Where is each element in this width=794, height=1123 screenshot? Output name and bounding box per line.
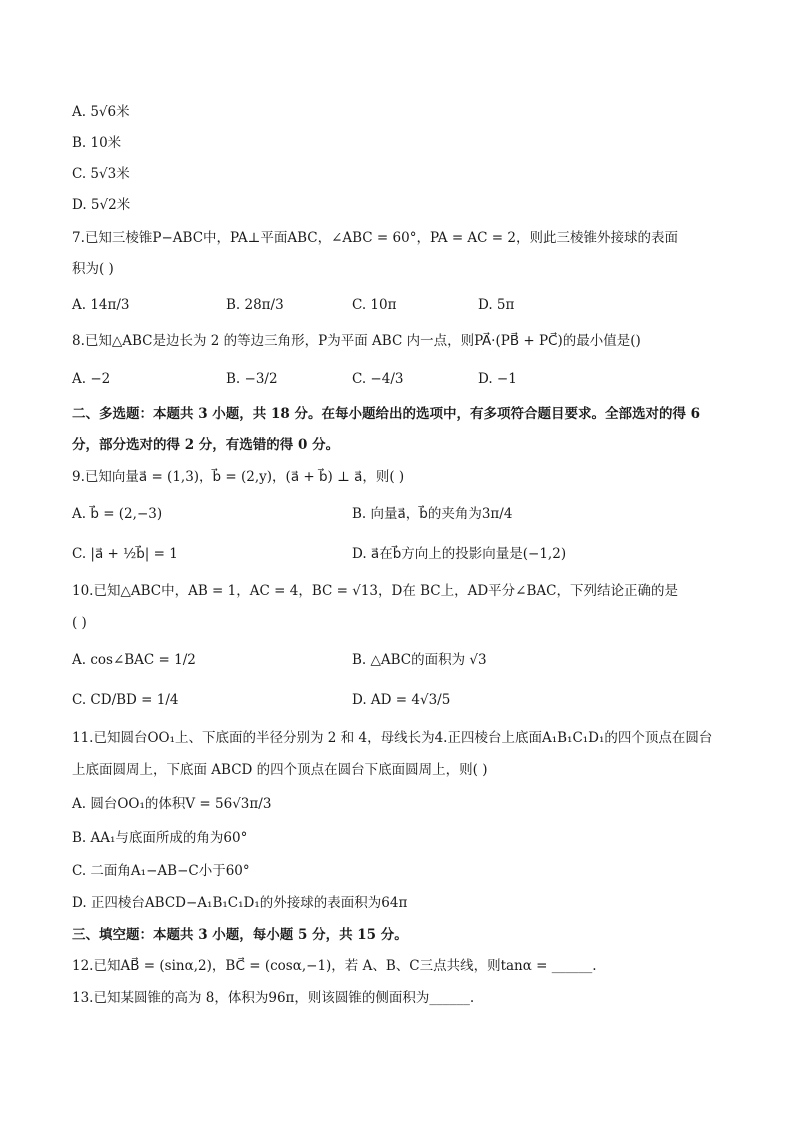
q11-stem-line2: 上底面圆周上，下底面 ABCD 的四个顶点在圆台下底面圆周上，则( ) <box>72 762 488 778</box>
q9-stem: 9.已知向量a⃗ = (1,3)，b⃗ = (2,y)，(a⃗ + b⃗) ⊥ a⃗，则( ) <box>72 469 405 485</box>
q8-stem: 8.已知△ABC是边长为 2 的等边三角形，P为平面 ABC 内一点，则PA⃗·(PB⃗ + PC⃗)的最小值是() <box>72 333 641 349</box>
q11-stem-line1: 11.已知圆台OO₁上、下底面的半径分别为 2 和 4，母线长为4.正四棱台上底面A₁B₁C₁D₁的四个顶点在圆台 <box>72 730 713 746</box>
q10-stem-line1: 10.已知△ABC中，AB = 1，AC = 4，BC = √13，D在 BC上，AD平分∠BAC，下列结论正确的是 <box>72 583 678 599</box>
q8-option-b: B. −3/2 <box>226 371 278 387</box>
q7-option-a: A. 14π/3 <box>72 297 130 313</box>
q6-option-c: C. 5√3米 <box>72 166 130 182</box>
q11-option-c: C. 二面角A₁−AB−C小于60° <box>72 863 250 879</box>
q11-option-b: B. AA₁与底面所成的角为60° <box>72 830 248 846</box>
q10-option-c: C. CD/BD = 1/4 <box>72 692 179 708</box>
q9-option-a: A. b⃗ = (2,−3) <box>72 506 163 522</box>
q8-option-d: D. −1 <box>478 371 517 387</box>
q10-option-a: A. cos∠BAC = 1/2 <box>72 652 196 668</box>
q8-option-a: A. −2 <box>72 371 111 387</box>
q7-option-d: D. 5π <box>478 297 515 313</box>
q10-stem-line2: ( ) <box>72 615 87 631</box>
section2-heading-line2: 分，部分选对的得 2 分，有选错的得 0 分。 <box>72 437 340 453</box>
q9-option-b: B. 向量a⃗，b⃗的夹角为3π/4 <box>352 506 513 522</box>
q7-stem-line1: 7.已知三棱锥P−ABC中，PA⊥平面ABC，∠ABC = 60°，PA = AC = 2，则此三棱锥外接球的表面 <box>72 230 678 246</box>
q7-option-c: C. 10π <box>352 297 397 313</box>
q7-stem-line2: 积为( ) <box>72 261 114 277</box>
q6-option-b: B. 10米 <box>72 135 122 151</box>
q10-option-b: B. △ABC的面积为 √3 <box>352 652 487 668</box>
q11-option-a: A. 圆台OO₁的体积V = 56√3π/3 <box>72 796 272 812</box>
q7-option-b: B. 28π/3 <box>226 297 284 313</box>
q12-stem: 12.已知AB⃗ = (sinα,2)，BC⃗ = (cosα,−1)，若 A、B、C三点共线，则tanα = ______. <box>72 958 597 974</box>
section3-heading: 三、填空题：本题共 3 小题，每小题 5 分，共 15 分。 <box>72 927 408 943</box>
q10-option-d: D. AD = 4√3/5 <box>352 692 451 708</box>
q13-stem: 13.已知某圆锥的高为 8，体积为96π，则该圆锥的侧面积为______. <box>72 990 475 1006</box>
q6-option-d: D. 5√2米 <box>72 197 131 213</box>
section2-heading-line1: 二、多选题：本题共 3 小题，共 18 分。在每小题给出的选项中，有多项符合题目要求。全部选对的得 6 <box>72 406 701 422</box>
q11-option-d: D. 正四棱台ABCD−A₁B₁C₁D₁的外接球的表面积为64π <box>72 895 408 911</box>
q8-option-c: C. −4/3 <box>352 371 404 387</box>
q9-option-d: D. a⃗在b⃗方向上的投影向量是(−1,2) <box>352 546 567 562</box>
q6-option-a: A. 5√6米 <box>72 104 130 120</box>
q9-option-c: C. |a⃗ + ½b⃗| = 1 <box>72 546 178 562</box>
